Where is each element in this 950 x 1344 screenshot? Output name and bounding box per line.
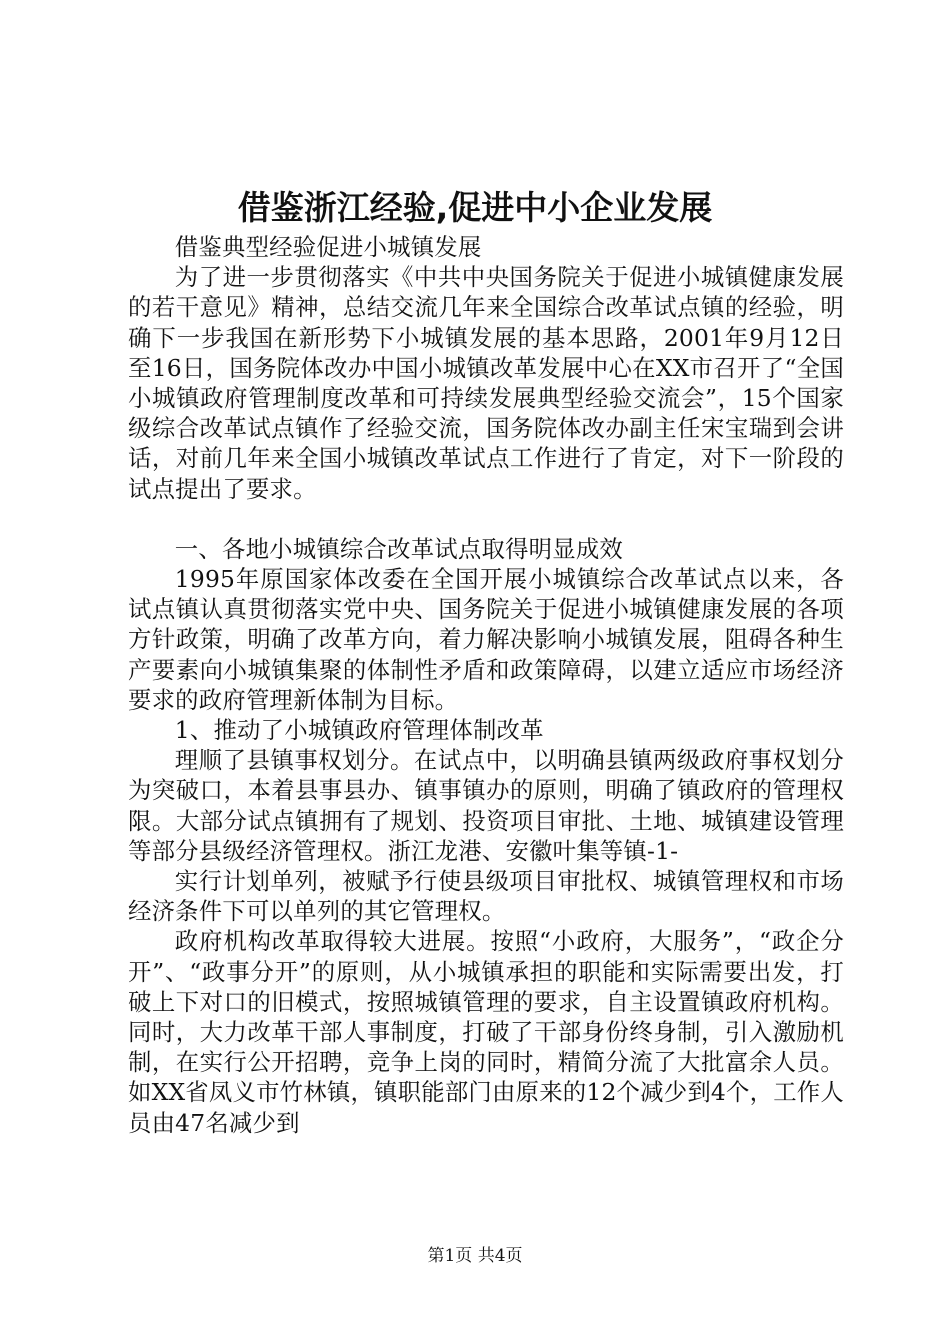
page-footer: 第1页 共4页 (427, 1246, 523, 1266)
body-paragraph: 政府机构改革取得较大进展。按照“小政府，大服务”，“政企分开”、“政事分开”的原则，从小城镇承担的职能和实际需要出发，打破上下对口的旧模式，按照城镇管理的要求，自主设置镇政府机构。同时，大力改革干部人事制度，打破了干部身份终身制，引入激励机制，在实行公开招聘，竞争上岗的同时，精简分流了大批富余人员。如XX省凤义市竹林镇，镇职能部门由原来的12个减少到4个，工作人员由47名减少到 (128, 927, 844, 1137)
document-title: 借鉴浙江经验,促进中小企业发展 (237, 188, 713, 227)
section-heading: 一、各地小城镇综合改革试点取得明显成效 (174, 534, 624, 563)
intro-paragraph: 为了进一步贯彻落实《中共中央国务院关于促进小城镇健康发展的若干意见》精神，总结交流几年来全国综合改革试点镇的经验，明确下一步我国在新形势下小城镇发展的基本思路，2001年9月12日至16日，国务院体改办中国小城镇改革发展中心在XX市召开了“全国小城镇政府管理制度改革和可持续发展典型经验交流会”，15个国家级综合改革试点镇作了经验交流，国务院体改办副主任宋宝瑞到会讲话，对前几年来全国小城镇改革试点工作进行了肯定，对下一阶段的试点提出了要求。 (128, 263, 844, 503)
document-body (128, 232, 844, 1138)
subtitle-paragraph: 借鉴典型经验促进小城镇发展 (174, 233, 482, 261)
body-paragraph: 1995年原国家体改委在全国开展小城镇综合改革试点以来，各试点镇认真贯彻落实党中央、国务院关于促进小城镇健康发展的各项方针政策，明确了改革方向，着力解决影响小城镇发展，阻碍各种生产要素向小城镇集聚的体制性矛盾和政策障碍，以建立适应市场经济要求的政府管理新体制为目标。 (128, 565, 844, 714)
body-paragraph: 实行计划单列，被赋予行使县级项目审批权、城镇管理权和市场经济条件下可以单列的其它管理权。 (128, 867, 844, 926)
body-paragraph: 理顺了县镇事权划分。在试点中，以明确县镇两级政府事权划分为突破口，本着县事县办、镇事镇办的原则，明确了镇政府的管理权限。大部分试点镇拥有了规划、投资项目审批、土地、城镇建设管理等部分县级经济管理权。浙江龙港、安徽叶集等镇-1- (128, 746, 844, 865)
subsection-heading: 1、推动了小城镇政府管理体制改革 (174, 716, 544, 745)
